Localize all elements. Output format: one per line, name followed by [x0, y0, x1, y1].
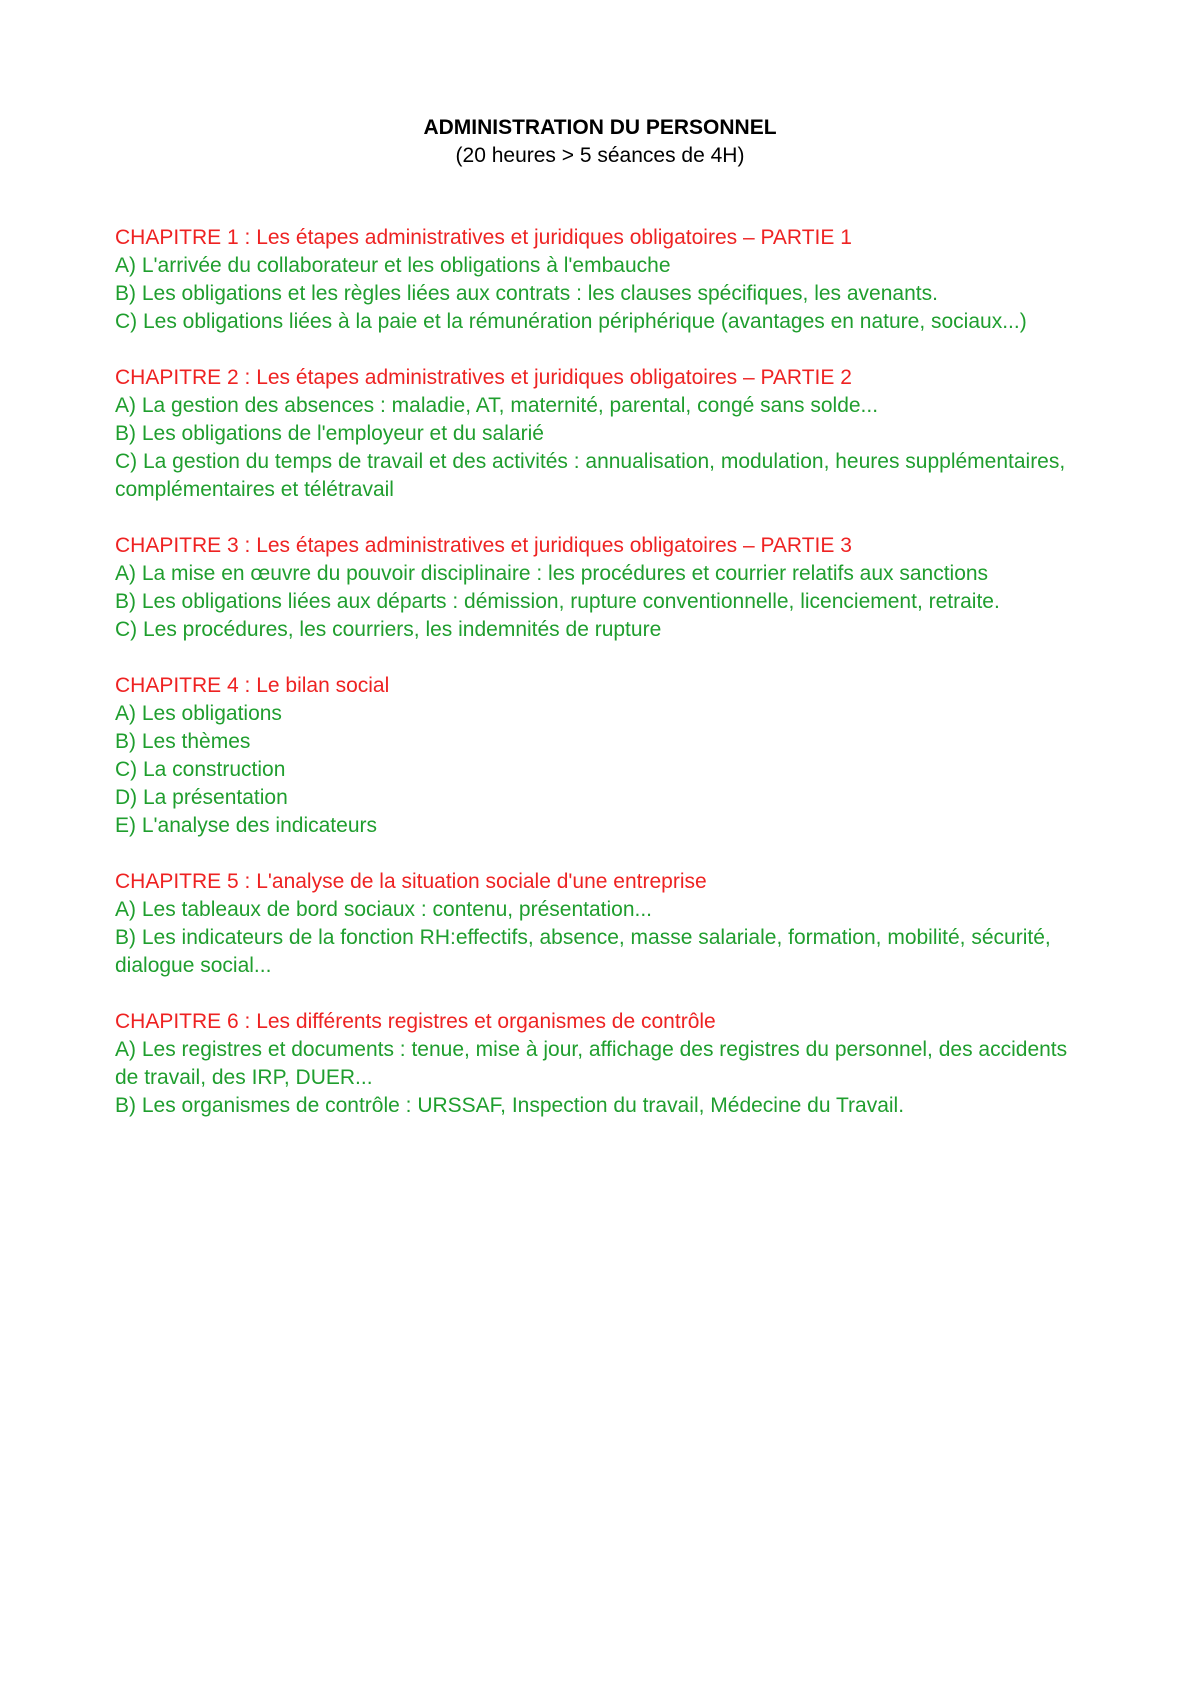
- chapter-title: CHAPITRE 5 : L'analyse de la situation sociale d'une entreprise: [115, 870, 707, 893]
- chapter-item: B) Les organismes de contrôle : URSSAF, Inspection du travail, Médecine du Travail.: [115, 1094, 905, 1117]
- chapter-3: [115, 532, 1075, 644]
- chapter-6: [115, 1008, 1075, 1120]
- chapter-title: CHAPITRE 4 : Le bilan social: [115, 674, 390, 697]
- chapter-2: [115, 364, 1075, 504]
- chapter-title: CHAPITRE 6 : Les différents registres et organismes de contrôle: [115, 1010, 716, 1033]
- chapter-1: [115, 224, 1075, 336]
- chapter-item: B) Les indicateurs de la fonction RH:effectifs, absence, masse salariale, formation, mobilité, sécurité, dialogue social...: [115, 926, 1051, 977]
- document-title: ADMINISTRATION DU PERSONNEL: [423, 116, 777, 139]
- chapter-item: C) Les obligations liées à la paie et la rémunération périphérique (avantages en nature, sociaux...): [115, 310, 1027, 333]
- chapter-item: A) Les tableaux de bord sociaux : contenu, présentation...: [115, 898, 653, 921]
- chapter-item: B) Les obligations liées aux départs : démission, rupture conventionnelle, licenciement, retraite.: [115, 590, 1000, 613]
- chapter-item: A) L'arrivée du collaborateur et les obligations à l'embauche: [115, 254, 671, 277]
- chapter-5: [115, 868, 1075, 980]
- chapter-title: CHAPITRE 1 : Les étapes administratives et juridiques obligatoires – PARTIE 1: [115, 226, 852, 249]
- chapter-item: C) La gestion du temps de travail et des activités : annualisation, modulation, heures supplémentaires, complémentaires et télétravail: [115, 450, 1066, 501]
- chapter-item: B) Les obligations de l'employeur et du salarié: [115, 422, 544, 445]
- document-header: [0, 114, 1200, 170]
- chapter-item: E) L'analyse des indicateurs: [115, 814, 377, 837]
- chapter-item: B) Les obligations et les règles liées aux contrats : les clauses spécifiques, les avenants.: [115, 282, 938, 305]
- chapter-item: A) La mise en œuvre du pouvoir disciplinaire : les procédures et courrier relatifs aux sanctions: [115, 562, 989, 585]
- chapter-item: C) La construction: [115, 758, 286, 781]
- chapter-item: B) Les thèmes: [115, 730, 251, 753]
- document-subtitle: (20 heures > 5 séances de 4H): [455, 144, 745, 167]
- chapter-title: CHAPITRE 3 : Les étapes administratives et juridiques obligatoires – PARTIE 3: [115, 534, 852, 557]
- chapter-item: C) Les procédures, les courriers, les indemnités de rupture: [115, 618, 662, 641]
- chapter-item: D) La présentation: [115, 786, 288, 809]
- chapter-item: A) La gestion des absences : maladie, AT, maternité, parental, congé sans solde...: [115, 394, 879, 417]
- chapter-title: CHAPITRE 2 : Les étapes administratives et juridiques obligatoires – PARTIE 2: [115, 366, 852, 389]
- chapter-item: A) Les registres et documents : tenue, mise à jour, affichage des registres du personnel, des accidents de travail, des IRP, DUER...: [115, 1038, 1068, 1089]
- chapter-list: [115, 224, 1075, 1148]
- chapter-4: [115, 672, 1075, 840]
- chapter-item: A) Les obligations: [115, 702, 282, 725]
